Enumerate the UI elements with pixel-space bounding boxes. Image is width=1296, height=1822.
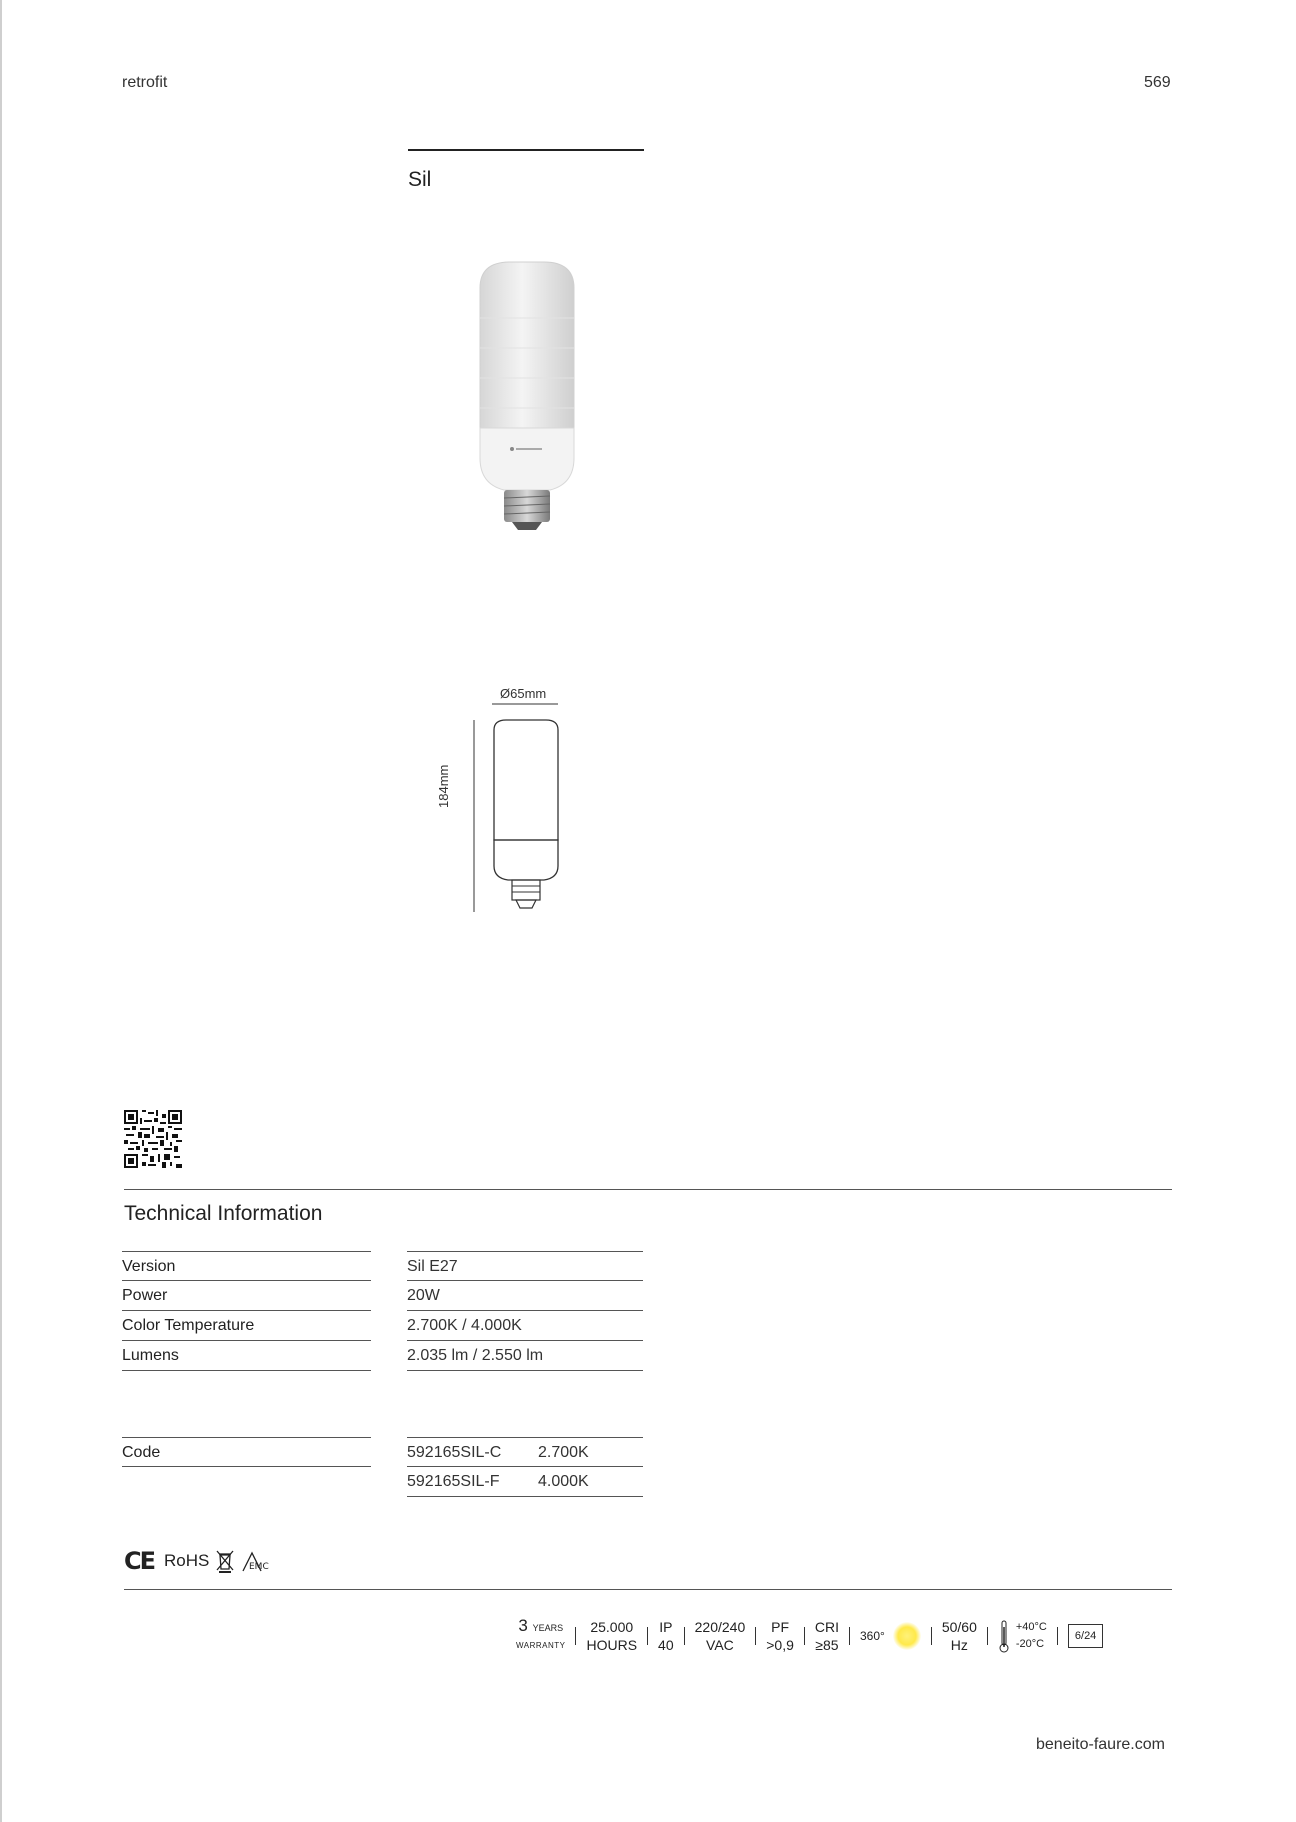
section-name: retrofit [122,74,168,91]
code-color-temperature: 2.700K [538,1444,589,1461]
technical-drawing [452,700,584,916]
warranty-years: YEARS [532,1623,564,1633]
voltage-value: 220/240 [694,1619,746,1635]
code-label-column [122,1437,371,1467]
spec-value-color-temperature: 2.700K / 4.000K [407,1311,643,1341]
ip-value: 40 [658,1637,674,1653]
dimension-diameter: Ø65mm [500,686,547,701]
feature-icons-bar [508,1614,1111,1658]
separator [684,1627,685,1645]
product-title: Sil [408,168,432,191]
product-code: 592165SIL-C [407,1444,502,1461]
code-color-temperature: 4.000K [538,1473,589,1490]
hours-value: 25.000 [590,1619,634,1635]
pf-label: PF [771,1619,789,1635]
section-rule [124,1189,1172,1190]
dimension-height: 184mm [436,764,451,808]
spec-label-color-temperature: Color Temperature [122,1311,371,1341]
ce-mark: CE [124,1547,155,1575]
website-link[interactable]: beneito-faure.com [1036,1736,1165,1753]
power-factor [758,1618,802,1654]
technical-information-title: Technical Information [124,1202,323,1225]
separator [987,1627,988,1645]
eac-mark-icon [241,1549,271,1573]
spec-value-power: 20W [407,1281,643,1311]
voltage [687,1618,754,1654]
cri-value: ≥85 [815,1637,839,1653]
light-glow-icon [893,1622,921,1650]
packaging [1060,1624,1111,1648]
product-photo [470,258,584,534]
temperature-max: +40°C [1015,1621,1047,1633]
angle-value: 360° [860,1629,885,1643]
voltage-label: VAC [706,1637,734,1653]
hours-label: HOURS [586,1637,638,1653]
separator [755,1627,756,1645]
separator [647,1627,648,1645]
code-row [407,1437,643,1467]
temperature-min: -20°C [1015,1638,1045,1650]
page-number: 569 [1144,74,1171,91]
ip-rating [650,1618,682,1654]
frequency [934,1618,985,1654]
pf-value: >0,9 [766,1637,794,1653]
cri-label: CRI [814,1619,839,1635]
separator [804,1627,805,1645]
warranty-badge [508,1617,573,1655]
certifications [124,1548,271,1574]
operating-temperature [990,1619,1055,1653]
title-rule [408,149,644,151]
svg-text:EMC: EMC [249,1562,270,1572]
lifetime-hours [578,1618,645,1654]
weee-bin-icon [215,1549,235,1573]
page-edge [0,0,2,1822]
separator [1057,1627,1058,1645]
spec-labels [122,1251,371,1371]
spec-label-power: Power [122,1281,371,1311]
spec-value-version: Sil E27 [407,1251,643,1281]
code-label: Code [122,1437,371,1467]
spec-label-version: Version [122,1251,371,1281]
qr-code[interactable] [124,1110,182,1168]
spec-values [407,1251,643,1371]
product-code: 592165SIL-F [407,1473,500,1490]
separator [849,1627,850,1645]
ip-label: IP [659,1619,673,1635]
beam-angle [852,1622,929,1650]
spec-value-lumens: 2.035 lm / 2.550 lm [407,1341,643,1371]
spec-label-lumens: Lumens [122,1341,371,1371]
code-row [407,1467,643,1497]
thermometer-icon [998,1619,1010,1653]
pack-quantity: 6/24 [1068,1624,1103,1648]
rohs-mark: RoHS [164,1551,210,1570]
separator [575,1627,576,1645]
warranty-label: WARRANTY [516,1641,566,1650]
code-values [407,1437,643,1497]
warranty-number: 3 [518,1616,528,1635]
bottom-rule [124,1589,1172,1590]
cri [807,1618,847,1654]
frequency-label: Hz [950,1637,968,1653]
separator [931,1627,932,1645]
frequency-value: 50/60 [941,1619,977,1635]
